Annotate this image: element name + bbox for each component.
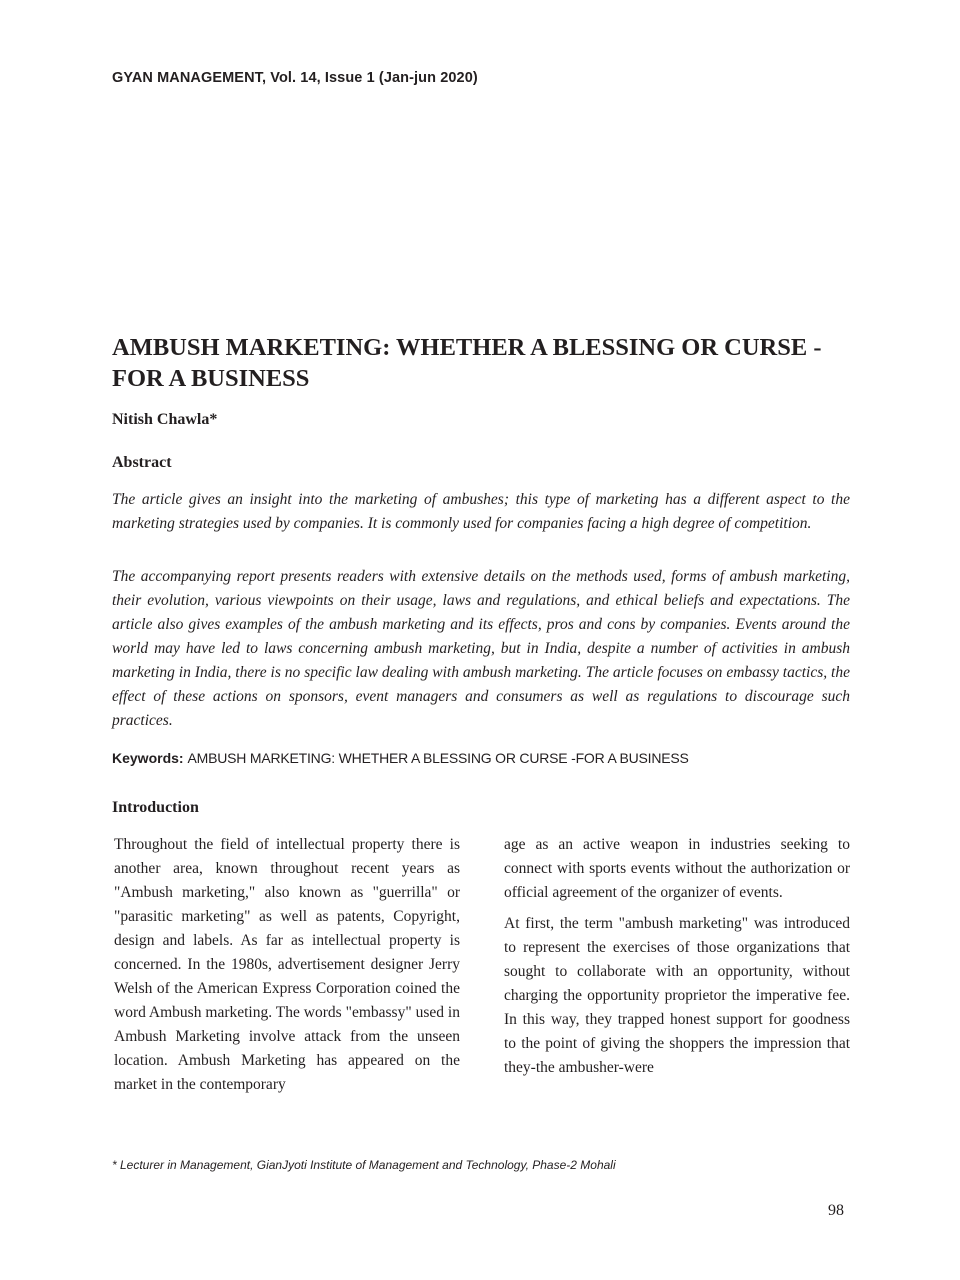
body-paragraph: At first, the term "ambush marketing" was introduced to represent the exercises of those organizations that sought to collaborate with an opportunity, without charging the opportunity proprietor the imperative fee. In this way, they trapped honest support for goodness to the point of giving the shoppers the impression that they-the ambusher-were [504, 915, 850, 1076]
abstract-paragraph: The accompanying report presents readers with extensive details on the methods used, forms of ambush marketing, their evolution, various viewpoints on their usage, laws and regulations, and ethical beliefs and expectations. The article also gives examples of the ambush marketing and its effects, pros and cons by companies. Events around the world may have led to laws concerning ambush marketing, but in India, despite a number of activities in ambush marketing in India, there is no specific law dealing with ambush marketing. The article focuses on embassy tactics, the effect of these actions on sponsors, event managers and consumers as well as regulations to discourage such practices. [112, 568, 850, 729]
abstract-heading: Abstract [112, 454, 172, 471]
body-column-left [114, 833, 460, 1097]
article-title: AMBUSH MARKETING: WHETHER A BLESSING OR CURSE -FOR A BUSINESS [112, 334, 822, 392]
keywords-line [112, 750, 872, 766]
author-name: Nitish Chawla* [112, 411, 218, 428]
page-number: 98 [828, 1202, 844, 1219]
introduction-heading: Introduction [112, 799, 199, 816]
keywords-label: Keywords: [112, 750, 184, 766]
body-column-right [504, 833, 850, 1080]
body-paragraph: Throughout the field of intellectual property there is another area, known throughout recent years as "Ambush marketing," also known as "guerrilla" or "parasitic marketing" as well as patents, Copyright, design and labels. As far as intellectual property is concerned. In the 1980s, advertisement designer Jerry Welsh of the American Express Corporation coined the word Ambush marketing. The words "embassy" used in Ambush Marketing involve attack from the unseen location. Ambush Marketing has appeared on the market in the contemporary [114, 836, 460, 1093]
footnote: * Lecturer in Management, GianJyoti Institute of Management and Technology, Phase-2 Mohali [112, 1158, 616, 1172]
keywords-text: AMBUSH MARKETING: WHETHER A BLESSING OR CURSE -FOR A BUSINESS [187, 750, 689, 766]
body-paragraph: age as an active weapon in industries seeking to connect with sports events without the authorization or official agreement of the organizer of events. [504, 836, 850, 901]
abstract-paragraph: The article gives an insight into the marketing of ambushes; this type of marketing has a different aspect to the marketing strategies used by companies. It is commonly used for companies facing a high degree of competition. [112, 491, 850, 532]
running-head: GYAN MANAGEMENT, Vol. 14, Issue 1 (Jan-jun 2020) [112, 70, 478, 86]
